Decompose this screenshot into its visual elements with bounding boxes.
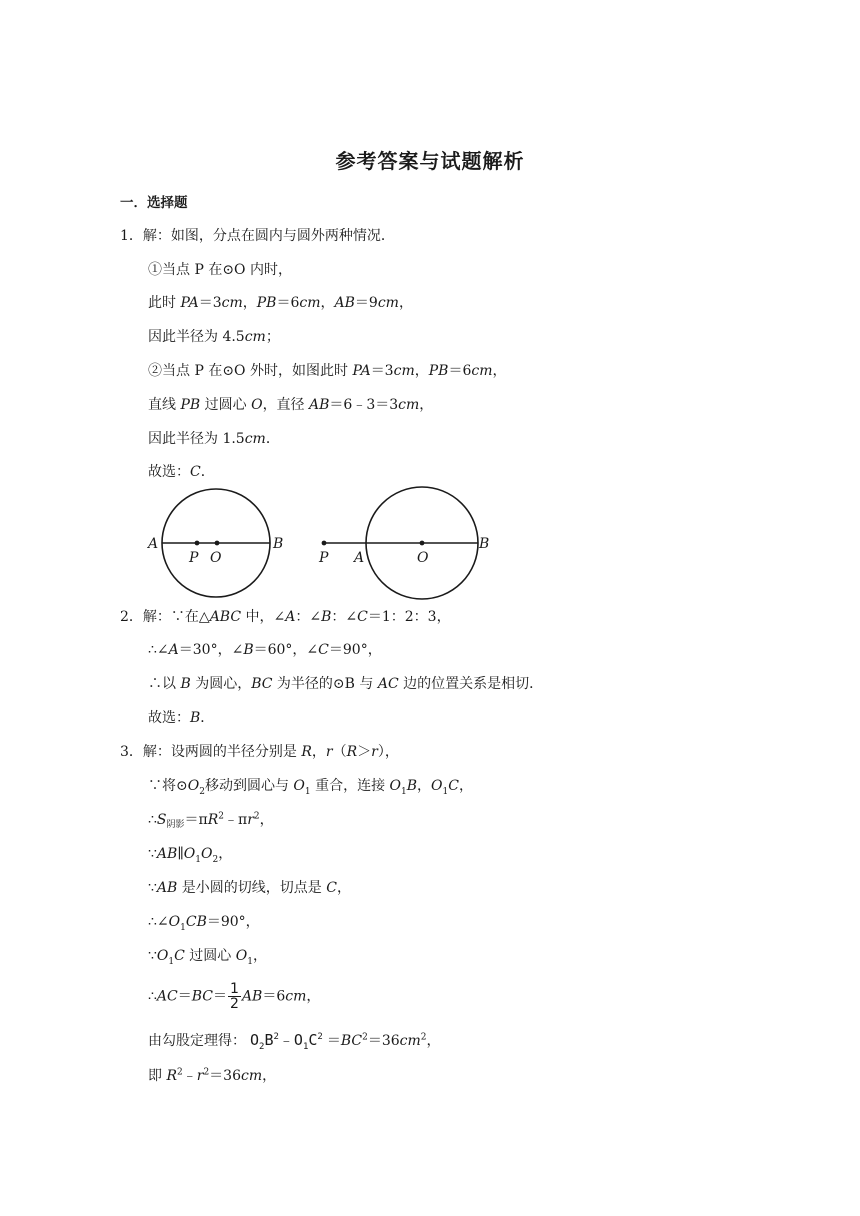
q3-line-4: $\because AB\parallel O_1O_2$， [148,846,233,865]
figure-1 [146,489,283,597]
q3-line-1: 3．解：设两圆的半径分别是 R，r（R＞r）， [120,744,399,760]
q1-line-6: 直线 PB 过圆心 O，直径 AB＝6﹣3＝3cm， [148,397,434,413]
figure-2 [318,487,489,599]
q1-line-3: 此时 PA＝3cm，PB＝6cm，AB＝9cm， [148,295,413,311]
label-a-1: A [148,536,159,552]
q1-line-1: 1．解：如图，分点在圆内与圆外两种情况． [120,228,395,244]
q1-line-7: 因此半径为 1.5cm． [148,431,280,447]
q3-line-3: $\therefore S_{阴影}=\pi R^2﹣\pi r^2$， [148,811,274,830]
q2-line-2: ∴∠A＝30°，∠B＝60°，∠C＝90°， [148,642,382,658]
q1-line-4: 因此半径为 4.5cm； [148,329,280,345]
label-b-1: B [273,536,284,552]
q3-line-6: $\therefore\angle O_1CB=90^\circ$， [148,914,260,933]
label-b-2: B [479,536,490,552]
label-p-2: P [319,550,329,566]
q3-line-10: 即 $R^2﹣r^2=36cm$， [148,1067,277,1084]
q2-line-3: ∴以 B 为圆心，BC 为半径的⊙B 与 AC 边的位置关系是相切． [148,676,544,692]
label-p-1: P [189,550,199,566]
q3-line-5: ∵AB 是小圆的切线，切点是 C， [148,880,351,896]
fraction-half: $\frac{1}{2}$ [230,981,239,1012]
q1-line-5: ②当点 P 在⊙O 外时，如图此时 PA＝3cm，PB＝6cm， [148,363,507,379]
q3-line-8: ∴AC＝BC＝ $\frac{1}{2}$ AB＝6cm， [148,981,321,1012]
q3-line-7: $\because O_1C$ 过圆心 $O_1$， [148,948,267,967]
q1-line-8: 故选：C． [148,464,215,480]
point-o-1 [215,541,220,546]
point-p-2 [322,541,327,546]
pythagoras-expression: $O_2B^2﹣O_1C^2$ [250,1031,323,1052]
q3-line-9: 由勾股定理得： $O_2B^2﹣O_1C^2 =BC^2=36cm^2$， [148,1031,441,1052]
page-title: 参考答案与试题解析 [335,149,525,173]
label-a-2: A [354,550,365,566]
point-p-1 [195,541,200,546]
section-heading: 一．选择题 [120,195,188,211]
label-o-1: O [210,550,222,566]
point-o-2 [420,541,425,546]
figure-svg [146,486,496,602]
q2-line-1: 2．解：∵在△ABC 中，∠A：∠B：∠C＝1：2：3， [120,609,451,625]
q2-line-4: 故选：B． [148,710,215,726]
label-o-2: O [417,550,429,566]
q1-line-2: ①当点 P 在⊙O 内时， [148,262,292,278]
circle-figures [146,486,496,606]
q3-line-2: ∵将$⊙O_2$移动到圆心与 $O_1$ 重合，连接 $O_1B$，$O_1C$， [148,778,473,797]
